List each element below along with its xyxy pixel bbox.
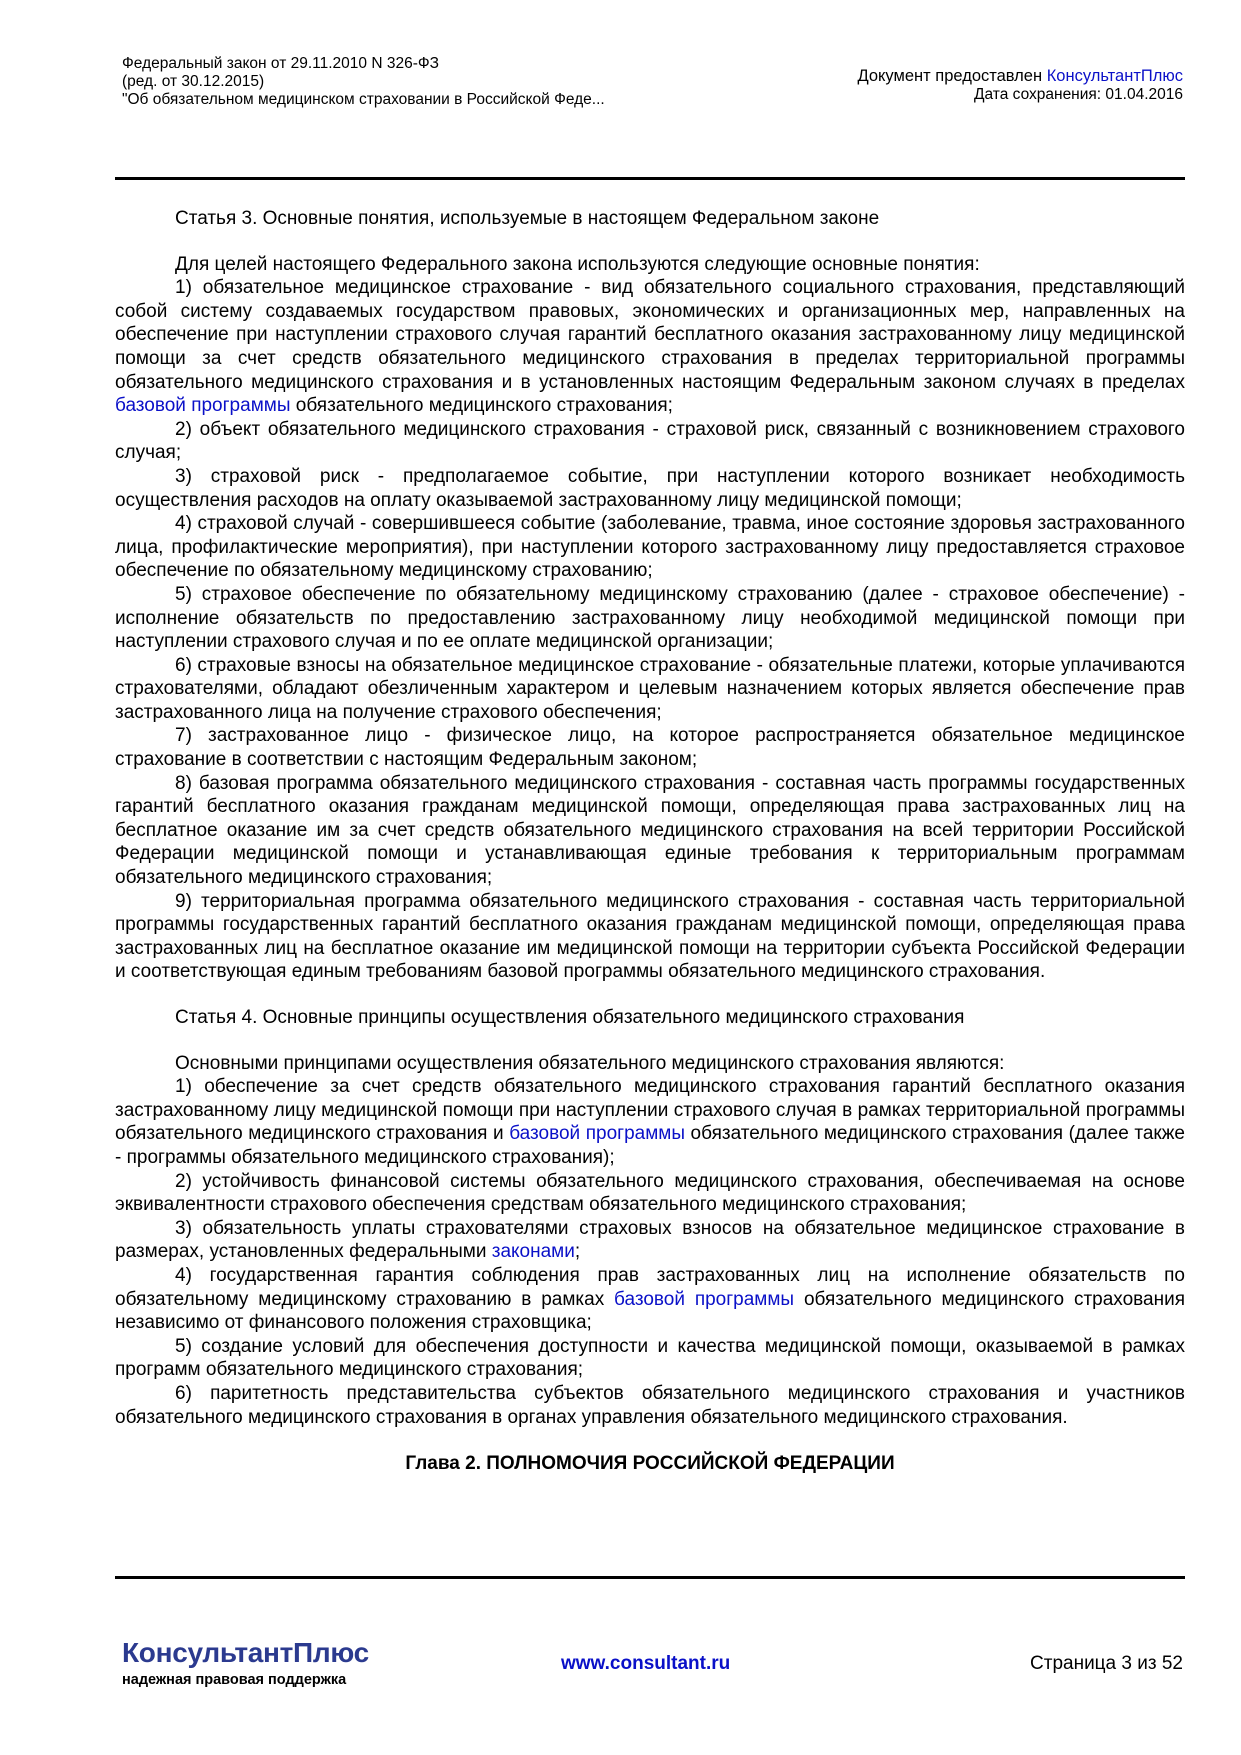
provided-by-label: Документ предоставлен — [857, 67, 1047, 85]
base-program-link[interactable]: базовой программы — [115, 395, 291, 417]
footer-tagline: надежная правовая поддержка — [122, 1672, 347, 1688]
item-text: обязательного медицинского страхования независимо от финансового положения страховщика; — [115, 1288, 1185, 1334]
article-4-item-1 — [115, 1075, 1185, 1169]
article-3-item-2: 2) объект обязательного медицинского страхования - страховой риск, связанный с возникновением страхового случая; — [115, 418, 1185, 464]
article-3-item-8: 8) базовая программа обязательного медицинского страхования - составная часть программы государственных гарантий бесплатного оказания гражданам медицинской помощи, определяющая права застрахованных лиц на бесплатное оказание им за счет средств обязательного медицинского страхования на всей территории Российской Федерации медицинской помощи и устанавливающая единые требования к территориальным программам обязательного медицинского страхования; — [115, 772, 1185, 889]
item-text: ; — [574, 1241, 581, 1263]
article-3-item-9: 9) территориальная программа обязательного медицинского страхования - составная часть территориальной программы государственных гарантий бесплатного оказания гражданам медицинской помощи, определяющая права застрахованных лиц на бесплатное оказание им медицинской помощи на территории субъекта Российской Федерации и соответствующая единым требованиям базовой программы обязательного медицинского страхования. — [115, 890, 1185, 983]
document-body — [115, 207, 1185, 1476]
base-program-link[interactable]: базовой программы — [614, 1288, 795, 1310]
laws-link[interactable]: законами — [491, 1241, 575, 1263]
item-text: обязательного медицинского страхования (далее также - программы обязательного медицинского страхования); — [115, 1123, 1185, 1168]
header-divider — [115, 177, 1185, 180]
article-4-item-2: 2) устойчивость финансовой системы обязательного медицинского страхования, обеспечиваемая на основе эквивалентности страхового обеспечения средствам обязательного медицинского страхования; — [115, 1170, 1185, 1216]
article-4-item-6: 6) паритетность представительства субъектов обязательного медицинского страхования и участников обязательного медицинского страхования в органах управления обязательного медицинского страхования. — [115, 1382, 1185, 1428]
article-3-item-4: 4) страховой случай - совершившееся событие (заболевание, травма, иное состояние здоровья застрахованного лица, профилактические мероприятия), при наступлении которого застрахованному лицу предоставляется страховое обеспечение по обязательному медицинскому страхованию; — [115, 513, 1185, 582]
article-3-item-3: 3) страховой риск - предполагаемое событие, при наступлении которого возникает необходимость осуществления расходов на оплату оказываемой застрахованному лицу медицинской помощи; — [115, 465, 1185, 511]
chapter-2-title: Глава 2. ПОЛНОМОЧИЯ РОССИЙСКОЙ ФЕДЕРАЦИИ — [405, 1453, 895, 1475]
article-4-item-5: 5) создание условий для обеспечения доступности и качества медицинской помощи, оказываемой в рамках программ обязательного медицинского страхования; — [115, 1335, 1185, 1381]
provider-brand-link[interactable]: КонсультантПлюс — [1046, 67, 1183, 85]
article-4-title: Статья 4. Основные принципы осуществления обязательного медицинского страхования — [175, 1007, 965, 1028]
document-title-line2: (ред. от 30.12.2015) — [122, 73, 265, 90]
item-text: 4) государственная гарантия соблюдения прав застрахованных лиц на исполнение обязательств по обязательному медицинскому страхованию в рамках — [115, 1264, 1185, 1310]
document-title-line3: "Об обязательном медицинском страховании в Российской Феде... — [122, 91, 605, 108]
article-4-intro: Основными принципами осуществления обязательного медицинского страхования являются: — [175, 1052, 1005, 1074]
save-date: Дата сохранения: 01.04.2016 — [974, 86, 1183, 103]
item-text: 1) обязательное медицинское страхование - вид обязательного социального страхования, представляющий собой систему создаваемых государством правовых, экономических и организационных мер, направленных на обеспечение при наступлении страхового случая гарантий бесплатного оказания застрахованному лицу медицинской помощи за счет средств обязательного медицинского страхования в пределах территориальной программы обязательного медицинского страхования и в установленных настоящим Федеральным законом случаях в пределах — [115, 277, 1185, 393]
provided-by — [857, 66, 1183, 86]
document-provider-info — [857, 66, 1183, 104]
footer-logo — [122, 1638, 369, 1689]
article-3-item-5: 5) страховое обеспечение по обязательному медицинскому страхованию (далее - страховое обеспечение) - исполнение обязательств по предоставлению застрахованному лицу необходимой медицинской помощи при наступлении страхового случая и по ее оплате медицинской организации; — [115, 583, 1185, 653]
item-text: обязательного медицинского страхования; — [290, 395, 673, 417]
document-title-line1: Федеральный закон от 29.11.2010 N 326-ФЗ — [122, 55, 440, 72]
document-header-info — [122, 55, 605, 109]
base-program-link[interactable]: базовой программы — [509, 1123, 685, 1145]
article-4-item-3 — [115, 1217, 1185, 1264]
article-4-item-4 — [115, 1264, 1185, 1335]
page-number: Страница 3 из 52 — [1030, 1653, 1183, 1674]
footer-website-link[interactable]: www.consultant.ru — [561, 1653, 731, 1674]
item-text: 1) обеспечение за счет средств обязательного медицинского страхования гарантий бесплатного оказания застрахованному лицу медицинской помощи при наступлении страхового случая в рамках территориальной программы обязательного медицинского страхования и — [115, 1076, 1185, 1145]
article-3-item-1 — [115, 276, 1185, 418]
article-4-items — [115, 1075, 1185, 1429]
footer-brand-name: КонсультантПлюс — [122, 1637, 369, 1668]
article-3-item-6: 6) страховые взносы на обязательное медицинское страхование - обязательные платежи, которые уплачиваются страхователями, обладают обезличенным характером и целевым назначением которых является обеспечение прав застрахованного лица на получение страхового обеспечения; — [115, 654, 1185, 723]
article-3-intro: Для целей настоящего Федерального закона используются следующие основные понятия: — [175, 253, 980, 275]
item-text: 3) обязательность уплаты страхователями страховых взносов на обязательное медицинское страхование в размерах, установленных федеральными — [115, 1217, 1185, 1263]
footer-divider — [115, 1576, 1185, 1579]
article-3-item-7: 7) застрахованное лицо - физическое лицо, на которое распространяется обязательное медицинское страхование в соответствии с настоящим Федеральным законом; — [115, 725, 1185, 771]
article-3-title: Статья 3. Основные понятия, используемые в настоящем Федеральном законе — [175, 208, 880, 229]
article-3-items — [115, 276, 1185, 984]
